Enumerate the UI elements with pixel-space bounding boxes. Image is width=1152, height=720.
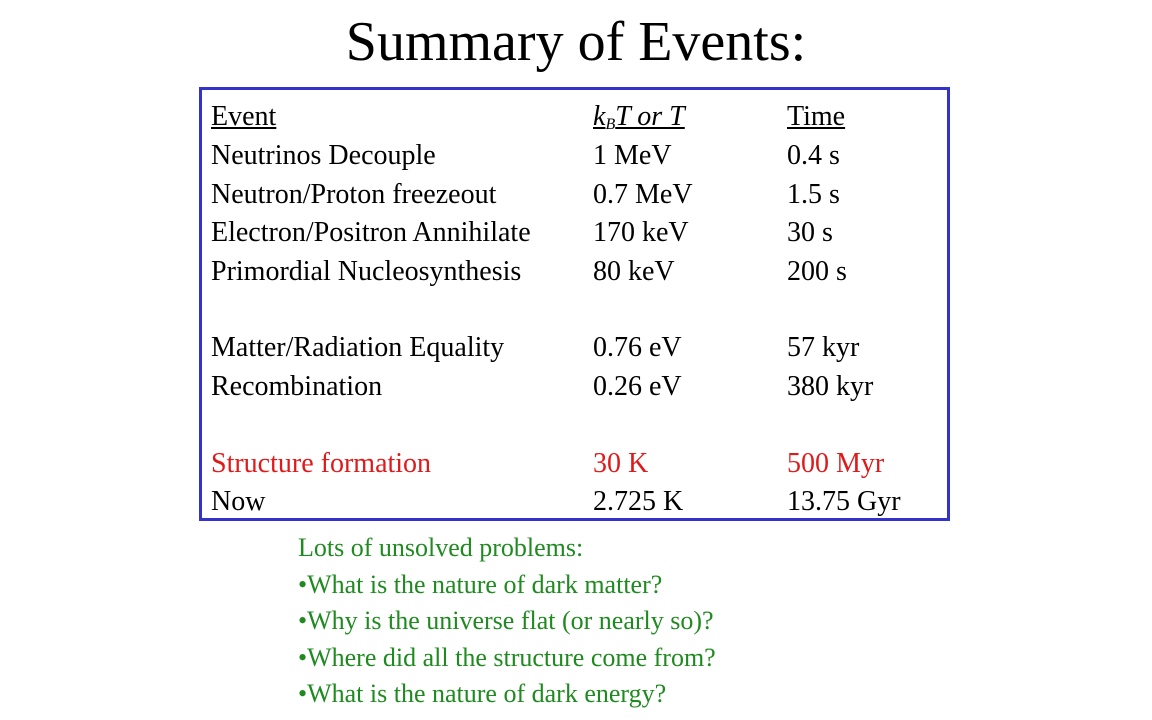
page-title: Summary of Events: [345, 11, 807, 73]
header-sub-b: B [605, 116, 616, 133]
row-time: 200 s [787, 256, 847, 287]
row-time: 500 Myr [787, 448, 885, 479]
table-row [202, 176, 947, 214]
row-time: 0.4 s [787, 140, 840, 171]
table-header [202, 98, 947, 136]
row-time: 380 kyr [787, 371, 874, 402]
notes-intro: Lots of unsolved problems: [298, 533, 584, 562]
row-temp: 170 keV [593, 217, 689, 248]
row-event: Primordial Nucleosynthesis [211, 256, 522, 287]
header-t-or-t: T or T [615, 101, 685, 132]
bullet-item: •Why is the universe flat (or nearly so)? [298, 606, 714, 635]
row-temp: 0.26 eV [593, 371, 682, 402]
row-event: Structure formation [211, 448, 432, 479]
row-temp: 0.7 MeV [593, 179, 693, 210]
row-event: Recombination [211, 371, 383, 402]
table-row [202, 253, 947, 291]
row-event: Electron/Positron Annihilate [211, 217, 531, 248]
row-temp: 2.725 K [593, 486, 684, 517]
bullet-item: •What is the nature of dark energy? [298, 679, 667, 708]
row-event: Neutron/Proton freezeout [211, 179, 497, 210]
header-k: k [593, 101, 606, 132]
header-event: Event [211, 101, 277, 132]
header-time: Time [787, 101, 846, 132]
table-row-highlight [202, 445, 947, 483]
row-temp: 80 keV [593, 256, 675, 287]
row-event: Matter/Radiation Equality [211, 332, 505, 363]
row-temp: 30 K [593, 448, 649, 479]
row-time: 57 kyr [787, 332, 860, 363]
bullet-item: •What is the nature of dark matter? [298, 569, 663, 599]
bullet-item: •Where did all the structure come from? [298, 642, 716, 672]
row-temp: 0.76 eV [593, 332, 682, 363]
row-temp: 1 MeV [593, 140, 672, 171]
row-time: 30 s [787, 217, 833, 248]
row-time: 1.5 s [787, 179, 840, 210]
table-row [202, 368, 947, 406]
events-table [199, 87, 950, 521]
row-time: 13.75 Gyr [787, 486, 901, 517]
row-event: Now [211, 486, 266, 517]
table-row [202, 329, 947, 367]
table-row [202, 483, 947, 521]
header-temperature [593, 98, 685, 136]
row-event: Neutrinos Decouple [211, 140, 436, 171]
table-row [202, 214, 947, 252]
unsolved-problems [298, 530, 918, 713]
table-row [202, 137, 947, 175]
